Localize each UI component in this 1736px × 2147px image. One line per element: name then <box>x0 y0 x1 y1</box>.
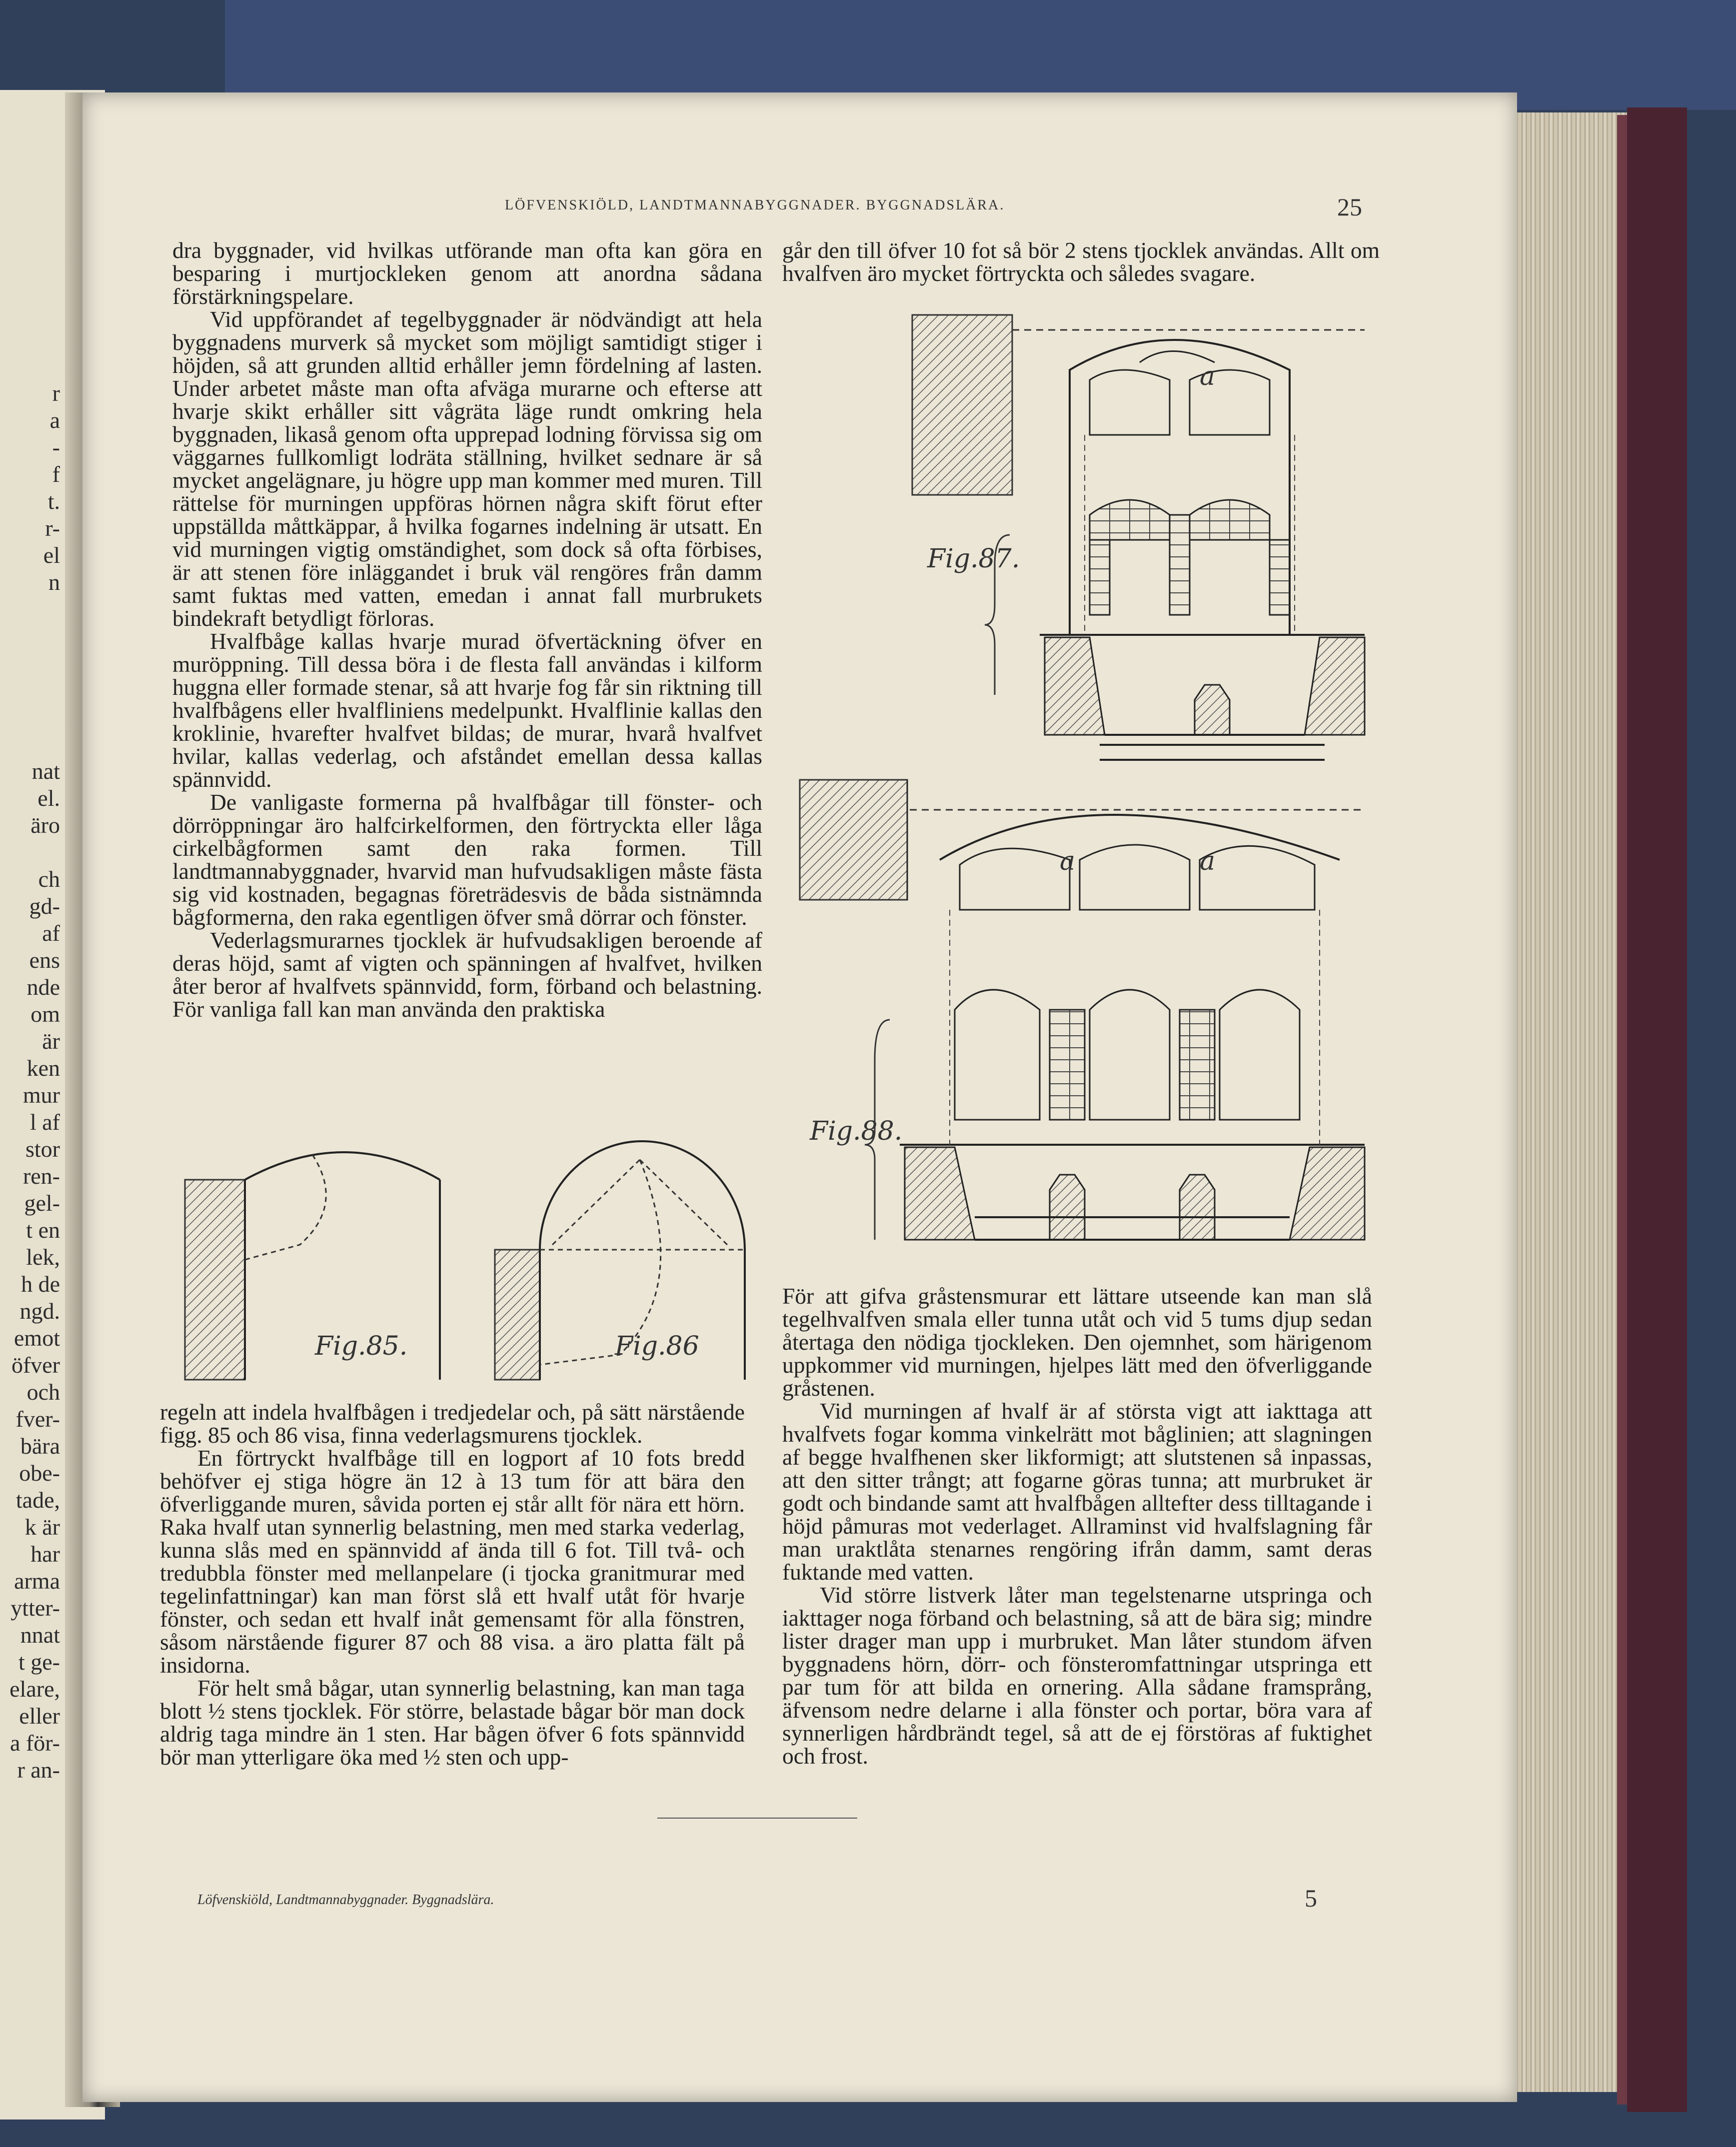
facing-page-fragment: ch <box>38 866 60 892</box>
facing-page-fragment: arma <box>14 1568 60 1594</box>
footer-text: Löfvenskiöld, Landtmannabyggnader. Byggnadslära. <box>197 1892 494 1908</box>
facing-page-fragment: och <box>26 1379 60 1405</box>
paragraph: regeln att indela hvalfbågen i tredjedelar och, på sätt närstående figg. 85 och 86 visa, finna vederlagsmurens tjocklek. <box>160 1399 745 1448</box>
facing-page-fragment: öfver <box>11 1352 60 1378</box>
facing-page-fragment <box>0 650 60 677</box>
facing-page-fragment: fver- <box>15 1406 60 1432</box>
book-cover <box>1627 107 1687 2112</box>
facing-page-fragment: el <box>43 542 60 568</box>
facing-page-fragment: r- <box>45 515 60 541</box>
text-column-right-top <box>782 239 1380 285</box>
page-edges <box>1505 112 1635 2092</box>
paragraph: Hvalfbåge kallas hvarje murad öfvertäckning öfver en muröppning. Till dessa böra i de flesta fall användas i kilform huggna eller formade stenar, så att hvarje fog får sin riktning till hvalfbågens eller hvalfliniens medelpunkt. Hvalflinie kallas den kroklinie, hvarefter hvalfvet bildas; de murar, hvarå hvalfvet hvilar, kallas vederlag, och afståndet emellan dessa kallas spännvidd. <box>172 628 762 792</box>
facing-page-fragment: eller <box>19 1703 60 1729</box>
figure-86-caption: Fig.86 <box>615 1331 699 1361</box>
facing-page-fragment: obe- <box>19 1460 60 1486</box>
paragraph: Vid större listverk låter man tegelstenarne utspringa och iakttager noga förband och belastning, så att de bära sig; mindre lister drager man upp i murbruket. Man låter stundom äfven byggnadens hörn, dörr- och fönsteromfattningar utspringa ett par tum för att bilda en ornering. Alla sådane framsprång, äfvensom nedre delarne i alla fönster och portar, böra vara af synnerligen hårdbrändt tegel, så att de ej förstöras af fuktighet och frost. <box>782 1582 1372 1769</box>
facing-page-fragment <box>0 731 60 758</box>
facing-page-fragment: r <box>52 380 60 406</box>
facing-page-fragment: stor <box>25 1136 60 1162</box>
facing-page-fragment <box>0 677 60 704</box>
facing-page-fragment: af <box>42 920 60 946</box>
signature-mark: 5 <box>1305 1884 1317 1912</box>
text-column-right-bottom <box>782 1285 1372 1768</box>
facing-page-fragment: t ge- <box>18 1649 60 1675</box>
facing-page-fragment: om <box>30 1001 60 1027</box>
facing-page-fragment: h de <box>21 1271 60 1297</box>
text-column-left-bottom <box>160 1401 745 1769</box>
paragraph: Vid uppförandet af tegelbyggnader är nödvändigt att hela byggnadens murverk så mycket som möjligt samtidigt stiger i höjden, så att grunden alltid erhåller jemn fördelning af lasten. Under arbetet måste man ofta afväga murarne och efterse att hvarje skikt erhåller sitt vågräta läge rundt omkring hela byggnaden, likaså genom ofta upprepad lodning förvissa sig om väggarnes fullkomligt lodräta ställning, hvilket sednare är så mycket angelägnare, ju högre upp man kommer med muren. Till rättelse för murningen uppföras hörnen några skift förut efter uppställda måttkäppar, å hvilka fogarnes indelning är utsatt. En vid murningen vigtig omständighet, som dock så ofta förbises, är att stenen före inläggandet i bruk väl rengöres från damm samt fuktas med vatten, emedan i annat fall murbrukets bindekraft betydligt förloras. <box>172 306 762 631</box>
facing-page-fragment: a <box>49 407 60 433</box>
facing-page-fragment: mur <box>22 1082 60 1108</box>
running-header: LÖFVENSKIÖLD, LANDTMANNABYGGNADER. BYGGNADSLÄRA. <box>505 197 1005 213</box>
figure-88-caption: Fig.88. <box>810 1116 903 1146</box>
figure-87 <box>790 305 1380 770</box>
facing-page-fragment: t. <box>47 488 60 514</box>
figure-85-86 <box>180 1135 770 1390</box>
facing-page-fragment: t en <box>26 1217 60 1243</box>
facing-page-fragment: emot <box>14 1325 60 1351</box>
facing-page-fragment: - <box>52 434 60 460</box>
facing-page-fragment: f <box>52 461 60 487</box>
facing-page-fragment: nat <box>31 758 60 784</box>
facing-page-fragment: r an- <box>17 1757 60 1783</box>
footer-rule <box>657 1818 857 1819</box>
facing-page-fragment: lek, <box>26 1244 60 1270</box>
facing-page-fragment: gd- <box>29 893 60 919</box>
facing-page-fragment <box>0 839 60 866</box>
paragraph: De vanligaste formerna på hvalfbågar till fönster- och dörröppningar äro halfcirkelformen, den förtryckta eller låga cirkelbågformen samt den raka formen. Till landtmannabyggnader, hvarvid man hufvudsakligen måste fästa sig vid kostnaden, begagnas företrädesvis de båda sistnämnda bågformerna, den raka egentligen öfver små dörrar och fönster. <box>172 789 762 930</box>
facing-page-text <box>0 380 60 1784</box>
paragraph: Vederlagsmurarnes tjocklek är hufvudsakligen beroende af deras höjd, samt af vigten och spänningen af hvalfvet, hvilken åter beror af hvalfvets spännvidd, form, förband och belastning. För vanliga fall kan man använda den praktiska <box>172 927 762 1022</box>
page-number: 25 <box>1337 193 1362 221</box>
facing-page-fragment: är <box>42 1028 60 1054</box>
paragraph: För att gifva gråstensmurar ett lättare utseende kan man slå tegelhvalfven smala eller tunna utåt och vid 5 tums djup sedan återtaga den nödiga tjockleken. Den ojemnhet, som härigenom uppkommer vid murningen, hjelpes lätt med den öfverliggande gråstenen. <box>782 1283 1372 1401</box>
facing-page-fragment: n <box>48 569 60 595</box>
facing-page-fragment: el. <box>37 785 60 811</box>
paragraph: går den till öfver 10 fot så bör 2 stens tjocklek användas. Allt om hvalfven äro mycket förtryckta och således svagare. <box>782 237 1380 286</box>
arch-line <box>245 1152 440 1180</box>
facing-page-fragment: äro <box>30 812 60 838</box>
paragraph: För helt små bågar, utan synnerlig belastning, kan man taga blott ½ stens tjocklek. För större, belastade bågar bör man dock aldrig taga mindre än 1 sten. Har bågen öfver 6 fots spännvidd bör man ytterligare öka med ½ sten och upp- <box>160 1675 745 1770</box>
paragraph: dra byggnader, vid hvilkas utförande man ofta kan göra en besparing i murtjockleken genom att anordna sådana förstärkningspelare. <box>172 237 762 309</box>
text-column-left-top <box>172 239 762 1021</box>
facing-page-fragment: elare, <box>9 1676 60 1702</box>
facing-page-fragment <box>0 623 60 650</box>
facing-page-fragment: bära <box>20 1433 60 1459</box>
label-a: a <box>1060 846 1076 876</box>
facing-page-fragment: ngd. <box>19 1298 60 1324</box>
figure-87-caption: Fig.87. <box>927 544 1020 574</box>
facing-page-fragment: nnat <box>20 1622 60 1648</box>
facing-page-fragment: har <box>30 1541 60 1567</box>
paragraph: Vid murningen af hvalf är af största vigt att iakttaga att hvalfvets fogar komma vinkelrätt mot båglinien; att slagningen af begge hvalfhenen sker likformigt; att slutstenen så inpassas, att den sitter trångt; att fogarne göras tunna; att murbruket är godt och bindande samt att hvalfbågen alltefter dess tilltagande i höjd påmuras mot vederlaget. Allraminst vid hvalfslagning får man uraktlåta stenarnes rengöring ifrån damm, samt deras fuktande med vatten. <box>782 1398 1372 1585</box>
facing-page-fragment: tade, <box>15 1487 60 1513</box>
facing-page-fragment: ken <box>26 1055 60 1081</box>
facing-page-fragment: a för- <box>10 1730 60 1756</box>
facing-page-fragment <box>0 596 60 623</box>
facing-page-fragment: ens <box>29 947 60 973</box>
paragraph: En förtryckt hvalfbåge till en logport af 10 fots bredd behöfver ej stiga högre än 12 à 13 tum för att bära den öfverliggande muren, såvida porten ej står allt för nära ett hörn. Raka hvalf utan synnerlig belastning, men med starka vederlag, kunna slås med en spännvidd af ända till 6 fot. Till två- och tredubbla fönster med mellanpelare (i tjocka granitmurar med tegelinfattningar) kan man först slå ett hvalf utåt för hvarje fönster, och sedan ett hvalf inåt gemensamt för alla fönstren, såsom närstående figurer 87 och 88 visa. a äro platta fält på insidorna. <box>160 1445 745 1678</box>
facing-page-fragment: nde <box>26 974 60 1000</box>
label-a: a <box>1200 846 1216 876</box>
facing-page-fragment: ytter- <box>10 1595 60 1621</box>
abutment-wall <box>185 1180 245 1380</box>
label-a: a <box>1200 361 1216 391</box>
facing-page-fragment: l af <box>29 1109 60 1135</box>
figure-85-caption: Fig.85. <box>315 1331 408 1361</box>
figure-88 <box>790 760 1380 1260</box>
facing-page-fragment <box>0 704 60 731</box>
facing-page-fragment: k är <box>24 1514 60 1540</box>
facing-page-fragment: ren- <box>22 1163 60 1189</box>
facing-page-fragment: gel- <box>24 1190 60 1216</box>
